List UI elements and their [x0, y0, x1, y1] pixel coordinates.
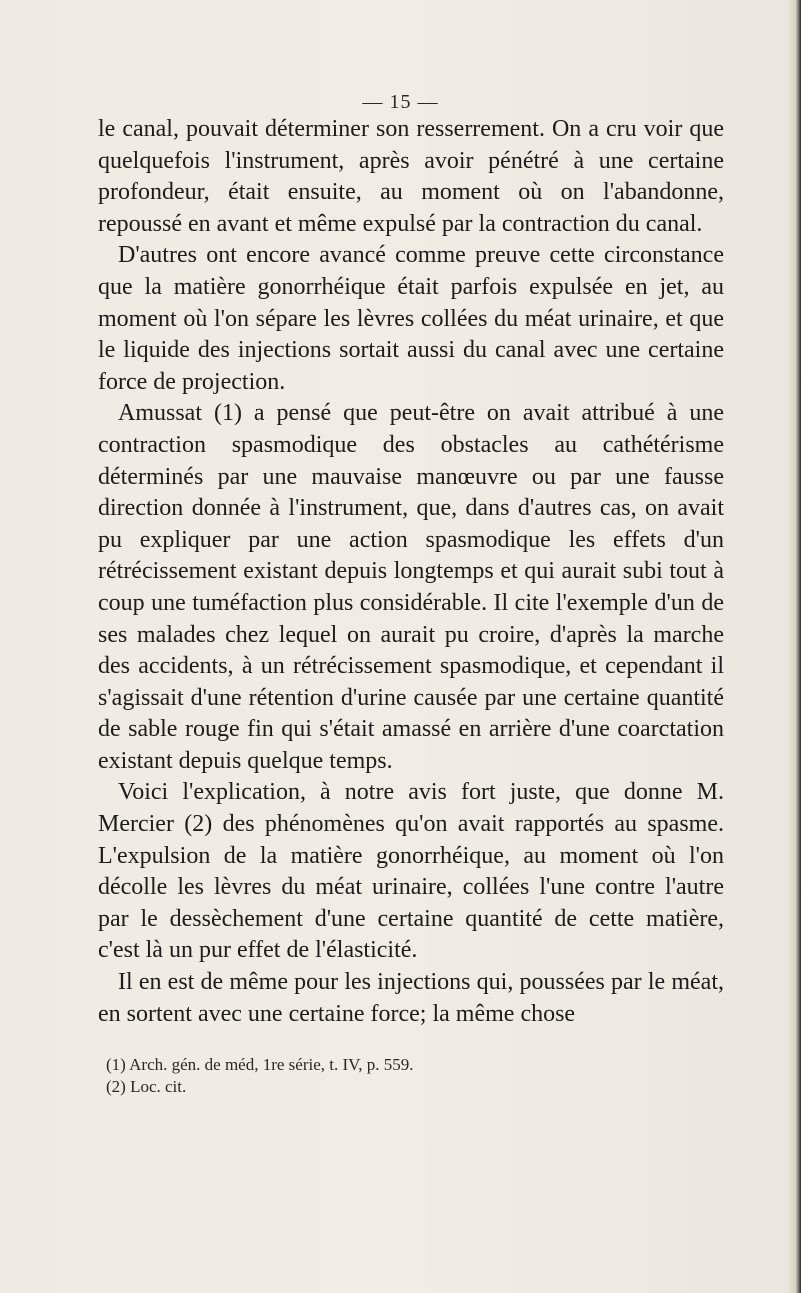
body-text: [98, 114, 724, 1030]
footnote: (2) Loc. cit.: [106, 1077, 187, 1096]
paragraph: Voici l'explication, à notre avis fort juste, que donne M. Mercier (2) des phénomènes qu'on avait rapportés au spasme. L'expulsion de la matière gonorrhéique, au moment où l'on décolle les lèvres du méat urinaire, collées l'une contre l'autre par le dessèchement d'une certaine quantité de cette matière, c'est là un pur effet de l'élasticité.: [98, 779, 724, 964]
paragraph: Il en est de même pour les injections qui, poussées par le méat, en sortent avec une certaine force; la même chose: [98, 969, 724, 1027]
paragraph: D'autres ont encore avancé comme preuve cette circonstance que la matière gonorrhéique était parfois expulsée en jet, au moment où l'on sépare les lèvres collées du méat urinaire, et que le liquide des injections sortait aussi du canal avec une certaine force de projection.: [98, 242, 724, 395]
page-edge-shadow: [789, 0, 801, 1293]
paragraph: le canal, pouvait déterminer son resserrement. On a cru voir que quelquefois l'instrument, après avoir pénétré à une certaine profondeur, était ensuite, au moment où on l'abandonne, repoussé en avant et même expulsé par la contraction du canal.: [98, 116, 724, 237]
footnote: (1) Arch. gén. de méd, 1re série, t. IV, p. 559.: [106, 1055, 414, 1074]
paragraph: Amussat (1) a pensé que peut-être on avait attribué à une contraction spasmodique des obstacles au cathétérisme déterminés par une mauvaise manœuvre ou par une fausse direction donnée à l'instrument, que, dans d'autres cas, on avait pu expliquer par une action spasmodique les effets d'un rétrécissement existant depuis longtemps et qui aurait subi tout à coup une tuméfaction plus considérable. Il cite l'exemple d'un de ses malades chez lequel on aurait pu croire, d'après la marche des accidents, à un rétrécissement spasmodique, et cependant il s'agissait d'une rétention d'urine causée par une certaine quantité de sable rouge fin qui s'était amassé en arrière d'une coarctation existant depuis quelque temps.: [98, 400, 724, 774]
page-number: — 15 —: [362, 91, 439, 113]
footnotes: [106, 1054, 726, 1098]
